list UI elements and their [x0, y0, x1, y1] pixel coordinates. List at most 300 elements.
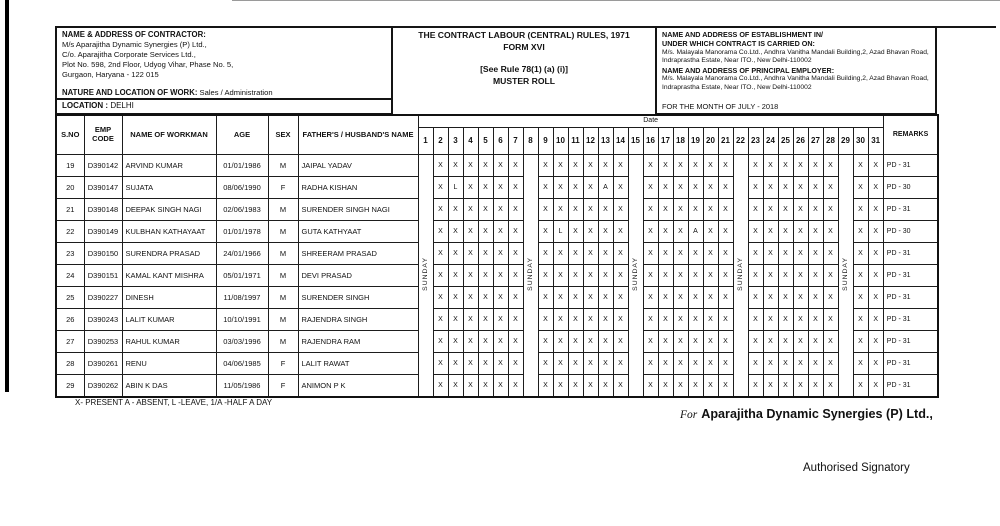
attendance-mark-day-4: X	[463, 265, 478, 287]
attendance-mark-day-12: X	[583, 221, 598, 243]
sex-cell: M	[268, 331, 298, 353]
attendance-mark-day-11: X	[568, 309, 583, 331]
father-name-cell: JAIPAL YADAV	[298, 155, 418, 177]
attendance-mark-day-2: X	[433, 375, 448, 397]
principal-employer-address: M/s. Malayala Manorama Co.Ltd., Andhra Vanitha Mandali Building,2, Azad Bhavan Road,	[662, 75, 929, 83]
establishment-label-2: UNDER WHICH CONTRACT IS CARRIED ON:	[662, 39, 815, 49]
attendance-mark-day-2: X	[433, 287, 448, 309]
attendance-mark-day-23: X	[748, 309, 763, 331]
attendance-mark-day-12: X	[583, 375, 598, 397]
sex-cell: F	[268, 375, 298, 397]
establishment-address-2: Indraprastha Estate, Near ITO., New Delhi-110002	[662, 57, 812, 65]
attendance-mark-day-17: X	[658, 309, 673, 331]
attendance-mark-day-12: X	[583, 309, 598, 331]
attendance-mark-day-31: X	[868, 155, 883, 177]
remarks-cell: PD - 31	[883, 309, 938, 331]
attendance-mark-day-7: X	[508, 375, 523, 397]
day-header-20: 20	[703, 128, 718, 155]
establishment-address: M/s. Malayala Manorama Co.Ltd., Andhra Vanitha Mandali Building,2, Azad Bhavan Road,	[662, 48, 929, 56]
sex-cell: M	[268, 287, 298, 309]
muster-roll-title: MUSTER ROLL	[492, 76, 556, 87]
attendance-mark-day-30: X	[853, 177, 868, 199]
sex-cell: M	[268, 221, 298, 243]
attendance-mark-day-24: X	[763, 155, 778, 177]
attendance-mark-day-20: X	[703, 353, 718, 375]
attendance-mark-day-21: X	[718, 265, 733, 287]
attendance-mark-day-26: X	[793, 287, 808, 309]
attendance-mark-day-9: X	[538, 221, 553, 243]
attendance-mark-day-20: X	[703, 243, 718, 265]
attendance-mark-day-23: X	[748, 353, 763, 375]
col-header-name: NAME OF WORKMAN	[122, 115, 216, 155]
attendance-mark-day-31: X	[868, 309, 883, 331]
workman-name-cell: ARVIND KUMAR	[122, 155, 216, 177]
attendance-mark-day-28: X	[823, 199, 838, 221]
attendance-mark-day-14: X	[613, 265, 628, 287]
remarks-cell: PD - 31	[883, 353, 938, 375]
attendance-mark-day-14: X	[613, 287, 628, 309]
attendance-mark-day-27: X	[808, 199, 823, 221]
attendance-mark-day-14: X	[613, 309, 628, 331]
emp-code-cell: D390147	[84, 177, 122, 199]
attendance-mark-day-23: X	[748, 331, 763, 353]
attendance-mark-day-30: X	[853, 331, 868, 353]
attendance-mark-day-28: X	[823, 353, 838, 375]
attendance-mark-day-6: X	[493, 331, 508, 353]
day-header-3: 3	[448, 128, 463, 155]
attendance-mark-day-3: X	[448, 265, 463, 287]
sno-cell: 28	[56, 353, 84, 375]
father-name-cell: DEVI PRASAD	[298, 265, 418, 287]
age-cell: 03/03/1996	[216, 331, 268, 353]
attendance-mark-day-18: X	[673, 155, 688, 177]
attendance-mark-day-13: X	[598, 287, 613, 309]
attendance-mark-day-3: X	[448, 155, 463, 177]
attendance-mark-day-17: X	[658, 331, 673, 353]
muster-row-21	[56, 199, 938, 221]
scan-artifact-top-line	[232, 0, 1000, 1]
attendance-mark-day-12: X	[583, 265, 598, 287]
attendance-mark-day-7: X	[508, 309, 523, 331]
attendance-mark-day-31: X	[868, 353, 883, 375]
father-name-cell: LALIT RAWAT	[298, 353, 418, 375]
attendance-mark-day-21: X	[718, 331, 733, 353]
contractor-line: Gurgaon, Haryana - 122 015	[62, 70, 159, 80]
attendance-mark-day-23: X	[748, 265, 763, 287]
attendance-mark-day-2: X	[433, 265, 448, 287]
attendance-mark-day-19: X	[688, 375, 703, 397]
attendance-mark-day-18: X	[673, 221, 688, 243]
contractor-line: M/s Aparajitha Dynamic Synergies (P) Ltd.,	[62, 40, 207, 50]
attendance-mark-day-25: X	[778, 375, 793, 397]
attendance-mark-day-14: X	[613, 221, 628, 243]
father-name-cell: ANIMON P K	[298, 375, 418, 397]
attendance-mark-day-25: X	[778, 331, 793, 353]
remarks-cell: PD - 31	[883, 243, 938, 265]
emp-code-cell: D390142	[84, 155, 122, 177]
attendance-mark-day-12: X	[583, 177, 598, 199]
sex-cell: F	[268, 353, 298, 375]
sex-cell: M	[268, 265, 298, 287]
attendance-mark-day-23: X	[748, 155, 763, 177]
day-header-27: 27	[808, 128, 823, 155]
attendance-mark-day-25: X	[778, 243, 793, 265]
attendance-mark-day-16: X	[643, 221, 658, 243]
attendance-mark-day-17: X	[658, 353, 673, 375]
attendance-mark-day-21: X	[718, 199, 733, 221]
father-name-cell: RADHA KISHAN	[298, 177, 418, 199]
attendance-mark-day-4: X	[463, 287, 478, 309]
authorised-signatory-label: Authorised Signatory	[803, 462, 910, 474]
attendance-mark-day-17: X	[658, 199, 673, 221]
attendance-mark-day-10: X	[553, 331, 568, 353]
attendance-mark-day-10: L	[553, 221, 568, 243]
attendance-mark-day-18: X	[673, 375, 688, 397]
attendance-mark-day-10: X	[553, 243, 568, 265]
attendance-mark-day-3: L	[448, 177, 463, 199]
col-header-father: FATHER'S / HUSBAND'S NAME	[298, 115, 418, 155]
emp-code-cell: D390151	[84, 265, 122, 287]
attendance-mark-day-9: X	[538, 375, 553, 397]
attendance-mark-day-7: X	[508, 155, 523, 177]
day-header-13: 13	[598, 128, 613, 155]
attendance-mark-day-3: X	[448, 375, 463, 397]
attendance-mark-day-27: X	[808, 331, 823, 353]
attendance-mark-day-28: X	[823, 221, 838, 243]
attendance-mark-day-23: X	[748, 199, 763, 221]
attendance-mark-day-18: X	[673, 265, 688, 287]
age-cell: 05/01/1971	[216, 265, 268, 287]
attendance-mark-day-24: X	[763, 375, 778, 397]
attendance-mark-day-20: X	[703, 287, 718, 309]
attendance-mark-day-2: X	[433, 243, 448, 265]
attendance-mark-day-26: X	[793, 199, 808, 221]
sex-cell: M	[268, 199, 298, 221]
attendance-mark-day-27: X	[808, 155, 823, 177]
attendance-mark-day-19: X	[688, 331, 703, 353]
day-header-14: 14	[613, 128, 628, 155]
day-header-5: 5	[478, 128, 493, 155]
attendance-mark-day-17: X	[658, 221, 673, 243]
attendance-mark-day-30: X	[853, 353, 868, 375]
attendance-mark-day-21: X	[718, 375, 733, 397]
day-header-11: 11	[568, 128, 583, 155]
attendance-mark-day-18: X	[673, 199, 688, 221]
muster-row-25	[56, 287, 938, 309]
attendance-mark-day-2: X	[433, 155, 448, 177]
remarks-cell: PD - 31	[883, 287, 938, 309]
scan-artifact-bar	[5, 0, 9, 392]
day-header-25: 25	[778, 128, 793, 155]
emp-code-cell: D390253	[84, 331, 122, 353]
attendance-mark-day-2: X	[433, 221, 448, 243]
location-row	[55, 100, 393, 115]
day-header-8: 8	[523, 128, 538, 155]
attendance-mark-day-23: X	[748, 375, 763, 397]
attendance-mark-day-7: X	[508, 353, 523, 375]
attendance-mark-day-11: X	[568, 353, 583, 375]
attendance-mark-day-3: X	[448, 243, 463, 265]
month-label: FOR THE MONTH OF JULY - 2018	[662, 102, 779, 112]
attendance-mark-day-26: X	[793, 221, 808, 243]
attendance-mark-day-16: X	[643, 331, 658, 353]
day-header-1: 1	[418, 128, 433, 155]
attendance-mark-day-30: X	[853, 265, 868, 287]
col-header-sex: SEX	[268, 115, 298, 155]
emp-code-cell: D390150	[84, 243, 122, 265]
attendance-mark-day-20: X	[703, 375, 718, 397]
attendance-mark-day-24: X	[763, 287, 778, 309]
attendance-mark-day-7: X	[508, 199, 523, 221]
attendance-mark-day-16: X	[643, 287, 658, 309]
attendance-mark-day-17: X	[658, 243, 673, 265]
attendance-mark-day-6: X	[493, 221, 508, 243]
attendance-mark-day-28: X	[823, 375, 838, 397]
attendance-mark-day-6: X	[493, 177, 508, 199]
attendance-mark-day-28: X	[823, 331, 838, 353]
signature-for-word: For	[680, 409, 698, 421]
attendance-mark-day-30: X	[853, 287, 868, 309]
attendance-mark-day-3: X	[448, 221, 463, 243]
sno-cell: 27	[56, 331, 84, 353]
attendance-mark-day-30: X	[853, 243, 868, 265]
principal-employer-address-2: Indraprastha Estate, Near ITO., New Delhi-110002	[662, 84, 812, 92]
attendance-mark-day-4: X	[463, 199, 478, 221]
attendance-mark-day-26: X	[793, 309, 808, 331]
workman-name-cell: SUJATA	[122, 177, 216, 199]
attendance-mark-day-21: X	[718, 309, 733, 331]
sno-cell: 20	[56, 177, 84, 199]
attendance-mark-day-28: X	[823, 287, 838, 309]
form-title-block	[393, 29, 655, 88]
day-header-10: 10	[553, 128, 568, 155]
attendance-mark-day-10: X	[553, 375, 568, 397]
col-header-emp-code: EMP CODE	[84, 115, 122, 155]
attendance-mark-day-12: X	[583, 199, 598, 221]
attendance-mark-day-20: X	[703, 265, 718, 287]
attendance-mark-day-19: X	[688, 177, 703, 199]
attendance-mark-day-25: X	[778, 309, 793, 331]
attendance-mark-day-16: X	[643, 155, 658, 177]
age-cell: 11/05/1986	[216, 375, 268, 397]
attendance-mark-day-16: X	[643, 353, 658, 375]
emp-code-cell: D390243	[84, 309, 122, 331]
contractor-line: Plot No. 598, 2nd Floor, Udyog Vihar, Phase No. 5,	[62, 60, 234, 70]
sno-cell: 21	[56, 199, 84, 221]
attendance-mark-day-14: X	[613, 375, 628, 397]
attendance-mark-day-30: X	[853, 309, 868, 331]
attendance-mark-day-28: X	[823, 265, 838, 287]
attendance-mark-day-4: X	[463, 155, 478, 177]
sunday-column-day-8	[523, 155, 538, 397]
attendance-mark-day-5: X	[478, 199, 493, 221]
sno-cell: 22	[56, 221, 84, 243]
attendance-mark-day-31: X	[868, 375, 883, 397]
day-header-4: 4	[463, 128, 478, 155]
muster-row-29	[56, 375, 938, 397]
attendance-mark-day-24: X	[763, 309, 778, 331]
sex-cell: M	[268, 243, 298, 265]
attendance-mark-day-13: X	[598, 375, 613, 397]
attendance-mark-day-18: X	[673, 287, 688, 309]
principal-employer-label: NAME AND ADDRESS OF PRINCIPAL EMPLOYER:	[662, 66, 835, 76]
attendance-mark-day-31: X	[868, 199, 883, 221]
attendance-mark-day-25: X	[778, 221, 793, 243]
attendance-mark-day-19: X	[688, 265, 703, 287]
attendance-mark-day-13: X	[598, 265, 613, 287]
day-header-2: 2	[433, 128, 448, 155]
sno-cell: 23	[56, 243, 84, 265]
attendance-mark-day-6: X	[493, 265, 508, 287]
table-header-row	[56, 115, 938, 128]
muster-row-20	[56, 177, 938, 199]
attendance-mark-day-2: X	[433, 309, 448, 331]
attendance-mark-day-25: X	[778, 265, 793, 287]
attendance-mark-day-17: X	[658, 155, 673, 177]
attendance-mark-day-14: X	[613, 199, 628, 221]
attendance-mark-day-20: X	[703, 199, 718, 221]
date-span-header: Date	[418, 115, 883, 128]
attendance-mark-day-23: X	[748, 177, 763, 199]
day-header-9: 9	[538, 128, 553, 155]
attendance-mark-day-5: X	[478, 375, 493, 397]
attendance-mark-day-26: X	[793, 177, 808, 199]
attendance-mark-day-10: X	[553, 309, 568, 331]
attendance-mark-day-13: X	[598, 221, 613, 243]
age-cell: 02/06/1983	[216, 199, 268, 221]
attendance-mark-day-27: X	[808, 309, 823, 331]
attendance-mark-day-9: X	[538, 331, 553, 353]
attendance-mark-day-21: X	[718, 155, 733, 177]
attendance-mark-day-17: X	[658, 265, 673, 287]
attendance-mark-day-4: X	[463, 353, 478, 375]
attendance-mark-day-24: X	[763, 265, 778, 287]
attendance-mark-day-27: X	[808, 243, 823, 265]
attendance-mark-day-24: X	[763, 243, 778, 265]
workman-name-cell: RAHUL KUMAR	[122, 331, 216, 353]
establishment-label: NAME AND ADDRESS OF ESTABLISHMENT IN/	[662, 30, 824, 39]
attendance-mark-day-26: X	[793, 353, 808, 375]
attendance-mark-day-11: X	[568, 287, 583, 309]
attendance-legend: X- PRESENT A - ABSENT, L -LEAVE, 1/A -HALF A DAY	[75, 398, 273, 407]
attendance-mark-day-21: X	[718, 287, 733, 309]
attendance-mark-day-13: A	[598, 177, 613, 199]
sunday-column-day-22	[733, 155, 748, 397]
attendance-mark-day-9: X	[538, 287, 553, 309]
attendance-mark-day-4: X	[463, 243, 478, 265]
attendance-mark-day-26: X	[793, 155, 808, 177]
age-cell: 10/10/1991	[216, 309, 268, 331]
attendance-mark-day-30: X	[853, 155, 868, 177]
attendance-mark-day-4: X	[463, 177, 478, 199]
workman-name-cell: DINESH	[122, 287, 216, 309]
attendance-mark-day-27: X	[808, 177, 823, 199]
attendance-mark-day-21: X	[718, 177, 733, 199]
attendance-mark-day-18: X	[673, 177, 688, 199]
remarks-cell: PD - 31	[883, 331, 938, 353]
day-header-30: 30	[853, 128, 868, 155]
attendance-mark-day-23: X	[748, 221, 763, 243]
attendance-mark-day-26: X	[793, 265, 808, 287]
day-header-22: 22	[733, 128, 748, 155]
attendance-mark-day-9: X	[538, 177, 553, 199]
attendance-mark-day-26: X	[793, 243, 808, 265]
attendance-mark-day-16: X	[643, 243, 658, 265]
sno-cell: 24	[56, 265, 84, 287]
attendance-mark-day-13: X	[598, 199, 613, 221]
attendance-mark-day-12: X	[583, 243, 598, 265]
attendance-mark-day-24: X	[763, 331, 778, 353]
muster-row-26	[56, 309, 938, 331]
sunday-label: SUNDAY	[842, 257, 849, 292]
attendance-mark-day-4: X	[463, 375, 478, 397]
age-cell: 24/01/1966	[216, 243, 268, 265]
father-name-cell: RAJENDRA RAM	[298, 331, 418, 353]
attendance-mark-day-28: X	[823, 309, 838, 331]
attendance-mark-day-5: X	[478, 155, 493, 177]
age-cell: 11/08/1997	[216, 287, 268, 309]
day-header-18: 18	[673, 128, 688, 155]
day-header-16: 16	[643, 128, 658, 155]
muster-row-23	[56, 243, 938, 265]
attendance-mark-day-18: X	[673, 331, 688, 353]
location-label: LOCATION :	[62, 101, 109, 110]
remarks-cell: PD - 31	[883, 155, 938, 177]
muster-roll-table	[55, 114, 939, 398]
day-header-12: 12	[583, 128, 598, 155]
attendance-mark-day-6: X	[493, 155, 508, 177]
attendance-mark-day-28: X	[823, 243, 838, 265]
attendance-mark-day-13: X	[598, 353, 613, 375]
sunday-label: SUNDAY	[737, 257, 744, 292]
attendance-mark-day-24: X	[763, 221, 778, 243]
signature-line	[680, 407, 933, 421]
father-name-cell: GUTA KATHYAAT	[298, 221, 418, 243]
emp-code-cell: D390261	[84, 353, 122, 375]
attendance-mark-day-11: X	[568, 155, 583, 177]
attendance-mark-day-21: X	[718, 243, 733, 265]
sunday-column-day-1	[418, 155, 433, 397]
contractor-label: NAME & ADDRESS OF CONTRACTOR:	[62, 30, 206, 39]
location-value: DELHI	[110, 101, 134, 110]
col-header-sno: S.NO	[56, 115, 84, 155]
attendance-mark-day-14: X	[613, 331, 628, 353]
day-header-29: 29	[838, 128, 853, 155]
attendance-mark-day-23: X	[748, 287, 763, 309]
attendance-mark-day-5: X	[478, 177, 493, 199]
muster-row-28	[56, 353, 938, 375]
age-cell: 08/06/1990	[216, 177, 268, 199]
attendance-mark-day-6: X	[493, 353, 508, 375]
attendance-mark-day-16: X	[643, 199, 658, 221]
attendance-mark-day-9: X	[538, 243, 553, 265]
day-header-7: 7	[508, 128, 523, 155]
attendance-mark-day-6: X	[493, 375, 508, 397]
attendance-mark-day-5: X	[478, 353, 493, 375]
attendance-mark-day-5: X	[478, 243, 493, 265]
attendance-mark-day-19: X	[688, 199, 703, 221]
attendance-mark-day-12: X	[583, 155, 598, 177]
attendance-mark-day-7: X	[508, 287, 523, 309]
remarks-cell: PD - 31	[883, 375, 938, 397]
attendance-mark-day-11: X	[568, 265, 583, 287]
attendance-mark-day-19: X	[688, 243, 703, 265]
attendance-mark-day-2: X	[433, 177, 448, 199]
attendance-mark-day-18: X	[673, 353, 688, 375]
attendance-mark-day-10: X	[553, 199, 568, 221]
attendance-mark-day-2: X	[433, 199, 448, 221]
attendance-mark-day-16: X	[643, 265, 658, 287]
